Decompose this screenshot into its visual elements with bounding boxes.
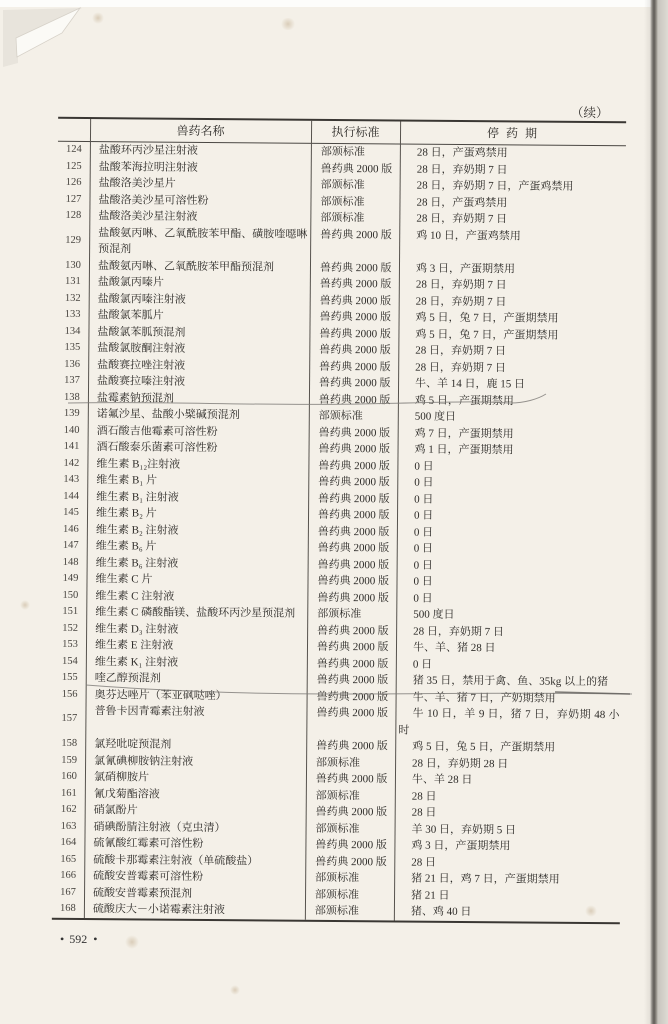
table-row	[53, 703, 621, 740]
execution-standard: 兽药典 2000 版	[317, 558, 390, 571]
row-number: 129	[65, 234, 82, 246]
withdrawal-period: 鸡 5 日，兔 7 日，产蛋期禁用	[415, 311, 559, 325]
execution-standard: 兽药典 2000 版	[316, 657, 389, 670]
table-row	[57, 224, 625, 261]
execution-standard: 部颁标准	[318, 409, 363, 423]
drug-name: 酒石酸吉他霉素可溶性粉	[96, 424, 218, 438]
execution-standard: 兽药典 2000 版	[315, 838, 387, 852]
execution-standard: 兽药典 2000 版	[318, 475, 390, 489]
row-number: 136	[64, 358, 81, 370]
withdrawal-period: 牛、羊、猪 28 日	[412, 641, 496, 655]
curled-corner-icon	[0, 7, 100, 77]
withdrawal-period: 500 度日	[414, 410, 457, 423]
row-number: 131	[64, 275, 81, 287]
drug-name: 维生素 E 注射液	[94, 639, 174, 652]
execution-standard: 部颁标准	[314, 904, 359, 918]
row-number: 156	[61, 688, 78, 700]
row-number: 147	[62, 539, 79, 551]
execution-standard: 部颁标准	[320, 211, 365, 225]
page-number-bullet-left: •	[60, 932, 65, 946]
row-number: 141	[63, 440, 80, 452]
drug-name: 维生素 C 片	[95, 573, 153, 586]
drug-name: 盐酸洛美沙星注射液	[98, 210, 198, 223]
row-number: 130	[65, 259, 81, 271]
continued-label: （续）	[571, 106, 609, 120]
drug-name: 盐酸洛美沙星片	[98, 177, 176, 190]
drug-name: 维生素 B₂ 注射液	[95, 523, 179, 537]
row-number: 160	[61, 770, 77, 782]
row-number: 127	[65, 193, 82, 205]
withdrawal-period: 猪 21 日	[411, 889, 450, 902]
withdrawal-period: 鸡 3 日，产蛋期禁用	[411, 839, 511, 853]
header-cell-drug-name: 兽药名称	[176, 123, 225, 139]
execution-standard: 兽药典 2000 版	[319, 294, 392, 307]
withdrawal-period: 500 度日	[413, 608, 455, 621]
drug-name: 硫氰酸红霉素可溶性粉	[93, 837, 204, 850]
drug-name: 盐酸洛美沙星可溶性粉	[98, 193, 209, 207]
row-number: 153	[62, 638, 78, 650]
execution-standard: 兽药典 2000 版	[317, 574, 390, 588]
row-number: 139	[63, 407, 80, 419]
row-number: 168	[60, 902, 76, 914]
withdrawal-period: 鸡 10 日，产蛋鸡禁用	[416, 229, 521, 242]
drug-name: 奥芬达唑片（苯亚砜哒唑）	[94, 688, 227, 702]
binding-shadow	[644, 0, 668, 1024]
withdrawal-period: 鸡 5 日，兔 7 日，产蛋期禁用	[415, 328, 559, 342]
execution-standard: 部颁标准	[316, 756, 361, 769]
execution-standard: 兽药典 2000 版	[319, 360, 391, 373]
execution-standard: 部颁标准	[320, 195, 365, 208]
withdrawal-period: 28 日，弃奶期 7 日	[416, 212, 508, 226]
row-number: 152	[62, 622, 79, 634]
withdrawal-period: 28 日，弃奶期 28 日	[412, 757, 509, 770]
drug-name: 氰戊菊酯溶液	[93, 787, 160, 801]
header-cell-index	[58, 119, 90, 141]
execution-standard: 兽药典 2000 版	[319, 277, 392, 291]
withdrawal-period: 0 日	[414, 460, 434, 473]
drug-name: 盐酸赛拉唑注射液	[97, 358, 186, 372]
row-number: 148	[62, 556, 79, 568]
withdrawal-period-table	[52, 117, 626, 924]
drug-name: 盐酸氨丙啉、乙氧酰胺苯甲酯、磺胺喹噁啉预混剂	[98, 226, 308, 256]
paper-stain	[20, 600, 30, 610]
execution-standard: 兽药典 2000 版	[319, 310, 392, 324]
withdrawal-period: 28 日，弃奶期 7 日	[415, 361, 506, 374]
row-number: 133	[64, 308, 81, 320]
drug-name: 盐霉素钠预混剂	[96, 391, 174, 405]
execution-standard: 部颁标准	[315, 871, 360, 885]
row-number: 161	[60, 787, 77, 799]
execution-standard: 兽药典 2000 版	[315, 805, 388, 819]
execution-standard: 兽药典 2000 版	[317, 591, 389, 604]
drug-name: 维生素 K₁ 注射液	[94, 655, 179, 669]
row-number: 142	[63, 457, 80, 469]
execution-standard: 部颁标准	[315, 822, 360, 835]
withdrawal-period: 0 日	[413, 509, 434, 522]
withdrawal-period: 0 日	[413, 542, 434, 555]
drug-name: 维生素 B₁ 片	[96, 474, 158, 487]
withdrawal-period: 28 日，弃奶期 7 日，产蛋鸡禁用	[416, 179, 574, 193]
row-number: 157	[61, 713, 78, 725]
execution-standard: 兽药典 2000 版	[319, 261, 392, 274]
drug-name: 硝碘酚腈注射液（克虫清）	[93, 820, 226, 834]
row-number: 145	[63, 506, 79, 518]
drug-name: 维生素 B₂ 片	[95, 507, 157, 520]
withdrawal-period: 0 日	[413, 575, 433, 588]
execution-standard: 兽药典 2000 版	[315, 855, 387, 868]
drug-name: 氯羟吡啶预混剂	[94, 738, 172, 751]
row-number: 151	[62, 605, 79, 617]
execution-standard: 兽药典 2000 版	[317, 624, 389, 637]
row-number: 135	[64, 341, 81, 353]
row-number: 154	[61, 655, 78, 667]
page-number-bullet-right: •	[93, 932, 98, 946]
drug-name: 维生素 D₃ 注射液	[95, 622, 179, 636]
drug-name: 维生素 B₆ 注射液	[95, 556, 179, 570]
execution-standard: 兽药典 2000 版	[316, 706, 389, 720]
withdrawal-period: 鸡 1 日，产蛋期禁用	[414, 443, 514, 457]
withdrawal-period: 猪 35 日，禁用于禽、鱼、35kg 以上的猪	[412, 674, 609, 689]
table-body	[52, 142, 626, 922]
withdrawal-period: 鸡 5 日，产蛋期禁用	[414, 394, 514, 407]
execution-standard: 部颁标准	[317, 607, 362, 621]
execution-standard: 兽药典 2000 版	[315, 772, 388, 786]
drug-name: 喹乙醇预混剂	[94, 672, 161, 685]
drug-name: 盐酸环丙沙星注射液	[98, 144, 198, 157]
drug-name: 盐酸苯海拉明注射液	[98, 160, 198, 174]
drug-name: 维生素 B₁ 注射液	[96, 490, 179, 504]
paper-stain	[280, 18, 296, 30]
scan-top-margin	[0, 0, 668, 7]
drug-name: 氯硝柳胺片	[93, 771, 150, 784]
drug-name: 氯氰碘柳胺钠注射液	[94, 754, 194, 768]
withdrawal-period: 28 日，产蛋鸡禁用	[416, 146, 508, 160]
withdrawal-period: 鸡 7 日，产蛋期禁用	[414, 427, 514, 440]
drug-name: 硝氯酚片	[93, 804, 138, 817]
withdrawal-period: 猪 21 日，鸡 7 日，产蛋期禁用	[411, 872, 560, 886]
page-number-value: 592	[69, 932, 88, 946]
row-number: 125	[65, 160, 82, 172]
withdrawal-period: 28 日	[411, 790, 437, 803]
execution-standard: 兽药典 2000 版	[316, 739, 388, 753]
row-number: 150	[62, 589, 79, 601]
drug-name: 维生素 C 注射液	[95, 589, 175, 603]
drug-name: 盐酸氯丙嗪片	[97, 276, 164, 289]
withdrawal-period: 鸡 3 日，产蛋期禁用	[415, 262, 516, 275]
header-cell-withdrawal-period: 停 药 期	[486, 126, 540, 141]
drug-name: 酒石酸泰乐菌素可溶性粉	[96, 441, 218, 455]
row-number: 128	[65, 209, 82, 221]
execution-standard: 部颁标准	[315, 888, 360, 901]
withdrawal-period: 28 日，弃奶期 7 日	[415, 344, 507, 358]
drug-name: 盐酸赛拉嗪注射液	[97, 375, 186, 388]
row-number: 163	[60, 820, 77, 832]
drug-name: 硫酸安普霉素可溶性粉	[93, 870, 204, 883]
execution-standard: 兽药典 2000 版	[319, 376, 391, 390]
withdrawal-period: 鸡 5 日，兔 5 日，产蛋期禁用	[412, 740, 556, 754]
row-number: 138	[64, 391, 80, 403]
row-number: 134	[64, 325, 81, 337]
execution-standard: 兽药典 2000 版	[316, 640, 389, 654]
withdrawal-period: 0 日	[413, 592, 433, 605]
row-number: 124	[65, 143, 82, 155]
drug-name: 维生素 C 磷酸酯镁、盐酸环丙沙星预混剂	[95, 606, 296, 620]
row-number: 140	[63, 424, 80, 436]
execution-standard: 兽药典 2000 版	[317, 525, 390, 538]
header-cell-standard: 执行标准	[331, 124, 380, 140]
withdrawal-period: 28 日	[411, 856, 437, 869]
execution-standard: 兽药典 2000 版	[319, 343, 391, 357]
paper-stain	[230, 985, 240, 995]
withdrawal-period: 羊 30 日，弃奶期 5 日	[411, 823, 517, 836]
paper-stain	[125, 935, 139, 949]
row-number: 146	[62, 523, 79, 535]
drug-name: 盐酸氨丙啉、乙氧酰胺苯甲酯预混剂	[97, 259, 275, 273]
withdrawal-period: 猪、鸡 40 日	[410, 905, 472, 919]
execution-standard: 兽药典 2000 版	[317, 508, 390, 522]
row-number: 126	[65, 176, 82, 188]
withdrawal-period: 28 日，弃奶期 7 日	[415, 278, 507, 292]
execution-standard: 兽药典 2000 版	[318, 492, 390, 505]
drug-name: 维生素 B₆ 片	[95, 540, 157, 553]
execution-standard: 兽药典 2000 版	[316, 690, 389, 703]
withdrawal-period: 0 日	[413, 559, 433, 572]
row-number: 167	[60, 886, 76, 898]
table-row	[52, 901, 620, 922]
row-number: 132	[64, 292, 81, 304]
withdrawal-period: 牛、羊、猪 7 日，产奶期禁用	[412, 691, 556, 705]
execution-standard: 兽药典 2000 版	[320, 162, 393, 175]
withdrawal-period: 0 日	[413, 526, 434, 539]
execution-standard: 兽药典 2000 版	[319, 327, 392, 340]
row-number: 164	[60, 836, 77, 848]
drug-name: 硫酸安普霉素预混剂	[93, 886, 193, 900]
withdrawal-period: 28 日，弃奶期 7 日	[416, 163, 508, 176]
execution-standard: 部颁标准	[315, 789, 360, 802]
row-number: 166	[60, 869, 77, 881]
execution-standard: 兽药典 2000 版	[318, 426, 391, 439]
row-number: 165	[60, 853, 77, 865]
withdrawal-period: 28 日，产蛋鸡禁用	[416, 196, 508, 209]
drug-name: 诺氟沙星、盐酸小檗碱预混剂	[96, 408, 240, 422]
withdrawal-period: 牛 10 日，羊 9 日，猪 7 日，弃奶期 48 小时	[398, 707, 620, 737]
execution-standard: 兽药典 2000 版	[320, 228, 392, 241]
drug-name: 盐酸氯苯胍预混剂	[97, 325, 186, 339]
withdrawal-period: 0 日	[412, 658, 433, 671]
drug-name: 盐酸氯苯胍片	[97, 309, 164, 322]
withdrawal-period: 0 日	[414, 493, 434, 506]
execution-standard: 兽药典 2000 版	[318, 442, 391, 456]
drug-name: 盐酸氯胺酮注射液	[97, 342, 186, 355]
row-number: 137	[64, 374, 80, 386]
row-number: 143	[63, 473, 80, 485]
row-number: 158	[61, 737, 78, 749]
row-number: 155	[61, 671, 78, 683]
withdrawal-period: 28 日，弃奶期 7 日	[415, 295, 507, 308]
withdrawal-period: 0 日	[414, 476, 434, 489]
execution-standard: 部颁标准	[320, 178, 365, 192]
withdrawal-period: 牛、羊 28 日	[411, 773, 473, 787]
drug-name: 普鲁卡因青霉素注射液	[94, 705, 205, 718]
withdrawal-period: 28 日	[411, 806, 437, 819]
drug-name: 硫酸庆大－小诺霉素注射液	[92, 903, 225, 917]
execution-standard: 部颁标准	[320, 145, 365, 159]
row-number: 149	[62, 572, 79, 584]
execution-standard: 兽药典 2000 版	[318, 393, 391, 406]
withdrawal-period: 28 日，弃奶期 7 日	[413, 625, 504, 638]
row-number: 159	[61, 754, 78, 766]
execution-standard: 兽药典 2000 版	[317, 541, 390, 555]
drug-name: 硫酸卡那霉素注射液（单硫酸盐）	[93, 853, 259, 867]
page-number	[60, 932, 102, 947]
drug-name: 盐酸氯丙嗪注射液	[97, 292, 186, 306]
withdrawal-period: 牛、羊 14 日，鹿 15 日	[415, 377, 526, 391]
drug-name: 维生素 B₁₂注射液	[96, 457, 181, 471]
execution-standard: 兽药典 2000 版	[316, 673, 389, 687]
execution-standard: 兽药典 2000 版	[318, 459, 390, 472]
row-number: 144	[63, 490, 80, 502]
row-number: 162	[60, 803, 77, 815]
